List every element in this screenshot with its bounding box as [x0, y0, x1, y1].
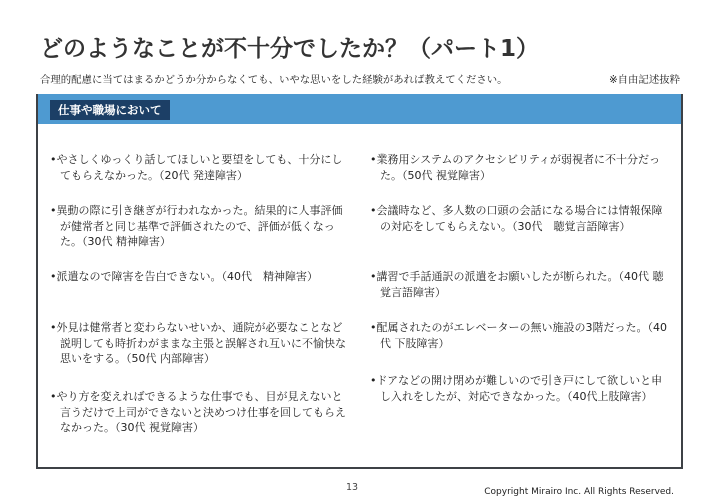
panel-label: 仕事や職場において	[50, 100, 170, 120]
panel-header-bar	[38, 94, 681, 124]
copyright: Copyright Mirairo Inc. All Rights Reserved.	[484, 487, 674, 497]
page-title: どのようなことが不十分でしたか？（パート1）	[40, 36, 540, 62]
list-item: •異動の際に引き継ぎが行われなかった。結果的に人事評価が健常者と同じ基準で評価されたので、評価が低くなった。（30代 精神障害）	[50, 204, 343, 248]
subtitle-note: ※自由記述抜粋	[608, 74, 680, 86]
subtitle-text: 合理的配慮に当てはまるかどうか分からなくても、いやな思いをした経験があれば教えてください。	[40, 74, 508, 86]
list-item: •やさしくゆっくり話してほしいと要望をしても、十分にしてもらえなかった。（20代 発達障害）	[50, 153, 343, 182]
list-item: •外見は健常者と変わらないせいか、通院が必要なことなど説明しても時折わがままな主張と誤解され互いに不愉快な思いをする。（50代 内部障害）	[50, 321, 346, 365]
list-item: •配属されたのがエレベーターの無い施設の3階だった。（40代 下肢障害）	[370, 321, 667, 350]
list-item: •業務用システムのアクセシビリティが弱視者に不十分だった。（50代 視覚障害）	[370, 153, 660, 182]
list-item: •ドアなどの開け閉めが難しいので引き戸にして欲しいと申し入れをしたが、対応できなかった。（40代上肢障害）	[370, 374, 663, 403]
list-item: •派遣なので障害を告白できない。（40代 精神障害）	[50, 270, 318, 283]
content-panel	[36, 94, 683, 469]
list-item: •講習で手話通訳の派遣をお願いしたが断られた。（40代 聴覚言語障害）	[370, 270, 664, 299]
list-item: •やり方を変えればできるような仕事でも、目が見えないと言うだけで上司ができないと決めつけ仕事を回してもらえなかった。（30代 視覚障害）	[50, 390, 346, 434]
page-number: 13	[346, 482, 359, 493]
subtitle	[40, 71, 680, 86]
list-item: •会議時など、多人数の口頭の会話になる場合には情報保障の対応をしてもらえない。（30代 聴覚言語障害）	[370, 204, 663, 233]
